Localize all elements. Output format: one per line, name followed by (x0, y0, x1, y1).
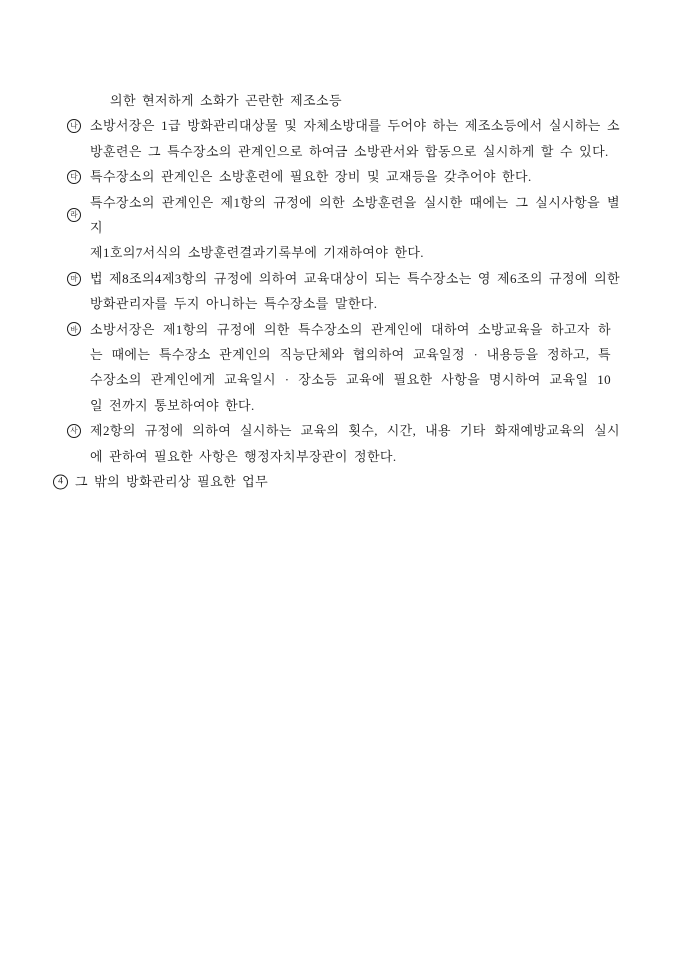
text-line (0, 291, 680, 316)
circled-item-marker: 4 (53, 474, 68, 489)
line-text: 소방서장은 1급 방화관리대상물 및 자체소방대를 두어야 하는 제조소등에서 실시하는 소 (90, 118, 620, 134)
text-line (0, 393, 680, 418)
list-item-line (0, 317, 680, 342)
document-body (0, 88, 680, 495)
circled-item-marker: 사 (67, 424, 81, 438)
line-text: 법 제8조의4제3항의 규정에 의하여 교육대상이 되는 특수장소는 영 제6조의 규정에 의한 (90, 270, 620, 286)
text-line (0, 367, 680, 392)
line-text: 특수장소의 관계인은 소방훈련에 필요한 장비 및 교재등을 갖추어야 한다. (90, 169, 532, 185)
circled-item-marker: 나 (67, 119, 81, 133)
circled-item-marker: 마 (67, 272, 81, 286)
line-text: 제1호의7서식의 소방훈련결과기록부에 기재하여야 한다. (90, 245, 424, 261)
text-line (0, 88, 680, 113)
list-item-line (0, 190, 680, 241)
line-text: 수장소의 관계인에게 교육일시 · 장소등 교육에 필요한 사항을 명시하여 교육일 10 (90, 372, 611, 388)
circled-item-marker: 다 (67, 170, 81, 184)
text-line (0, 444, 680, 469)
line-text: 특수장소의 관계인은 제1항의 규정에 의한 소방훈련을 실시한 때에는 그 실시사항을 별지 (90, 194, 620, 236)
list-item-line (0, 266, 680, 291)
line-text: 의한 현저하게 소화가 곤란한 제조소등 (110, 93, 342, 108)
line-text: 는 때에는 특수장소 관계인의 직능단체와 협의하여 교육일정 · 내용등을 정하고, 특 (90, 347, 611, 363)
text-line (0, 240, 680, 265)
list-item-line (0, 469, 680, 494)
circled-item-marker: 바 (67, 322, 81, 336)
text-line (0, 342, 680, 367)
line-text: 방화관리자를 두지 아니하는 특수장소를 말한다. (90, 296, 378, 312)
line-text: 그 밖의 방화관리상 필요한 업무 (75, 474, 269, 490)
line-text: 제2항의 규정에 의하여 실시하는 교육의 횟수, 시간, 내용 기타 화재예방교육의 실시 (90, 423, 620, 439)
list-item-line (0, 418, 680, 443)
line-text: 방훈련은 그 특수장소의 관계인으로 하여금 소방관서와 합동으로 실시하게 할 수 있다. (90, 143, 609, 159)
list-item-line (0, 113, 680, 138)
line-text: 소방서장은 제1항의 규정에 의한 특수장소의 관계인에 대하여 소방교육을 하고자 하 (90, 321, 611, 337)
circled-item-marker: 라 (67, 208, 81, 222)
list-item-line (0, 164, 680, 189)
text-line (0, 139, 680, 164)
line-text: 일 전까지 통보하여야 한다. (90, 397, 255, 413)
line-text: 에 관하여 필요한 사항은 행정자치부장관이 정한다. (90, 448, 397, 464)
